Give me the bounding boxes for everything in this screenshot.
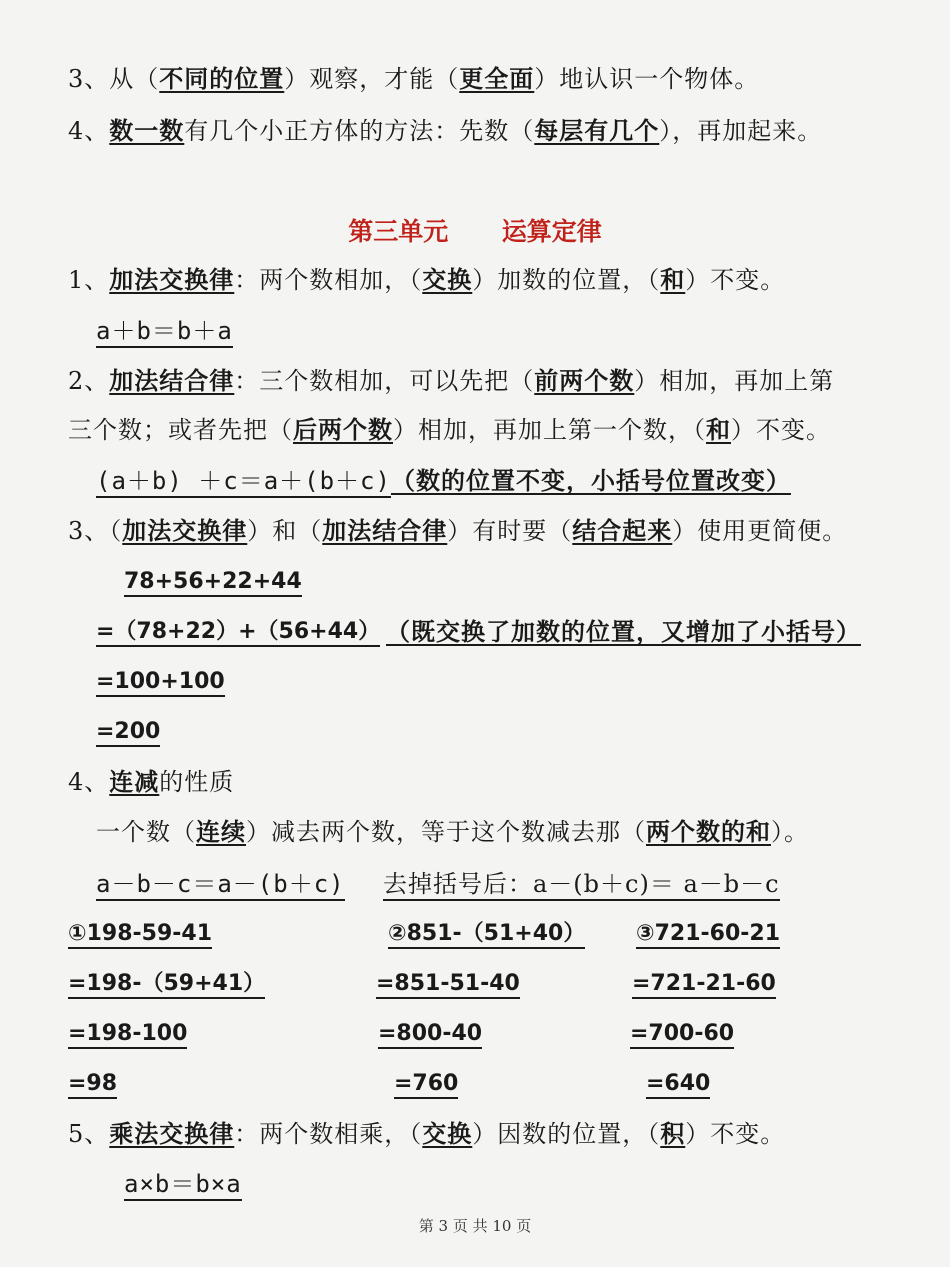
text: ），再加起来。 — [659, 117, 823, 145]
text: 3、从（ — [68, 65, 160, 93]
formula — [96, 315, 233, 347]
blank-answer: 后两个数 — [293, 416, 393, 444]
calc-step — [124, 566, 302, 598]
example-step — [388, 918, 585, 950]
text: ）和（ — [247, 517, 323, 545]
text: =721-21-60 — [632, 971, 776, 999]
text: ①198-59-41 — [68, 921, 212, 949]
example-step — [646, 1068, 710, 1100]
text: =100+100 — [96, 669, 225, 697]
text: 3、（ — [68, 517, 123, 545]
count-cubes-item — [68, 115, 822, 147]
example-step — [376, 968, 520, 1000]
text: a×b＝b×a — [124, 1170, 242, 1201]
blank-answer: 和 — [706, 416, 731, 444]
text: ）加数的位置，（ — [472, 266, 661, 294]
blank-answer: 交换 — [422, 266, 473, 294]
example-step — [68, 1018, 187, 1050]
text: ：两个数相乘，（ — [234, 1120, 423, 1148]
formula — [96, 868, 345, 900]
term: 加法交换律 — [109, 266, 235, 294]
text: ：两个数相加，（ — [234, 266, 423, 294]
text: =800-40 — [378, 1021, 482, 1049]
unit-name: 运算定律 — [501, 217, 602, 246]
subtraction-desc — [96, 816, 809, 848]
text: =200 — [96, 719, 160, 747]
text: =198-（59+41） — [68, 971, 265, 999]
note: （数的位置不变，小括号位置改变） — [390, 467, 791, 495]
addition-commutative — [68, 264, 785, 296]
blank-answer: 连续 — [196, 818, 246, 846]
page-number: 第 3 页 共 10 页 — [418, 1217, 532, 1235]
formula — [124, 1168, 242, 1200]
text: 78+56+22+44 — [124, 569, 302, 597]
text: ）有时要（ — [447, 517, 573, 545]
observe-item — [68, 63, 759, 95]
text: （既交换了加数的位置，又增加了小括号） — [386, 618, 861, 646]
text: (a＋b) ＋c＝a＋(b＋c) — [96, 467, 391, 498]
text: =98 — [68, 1071, 117, 1099]
blank-answer: 前两个数 — [534, 367, 635, 395]
multiplication-commutative — [68, 1118, 785, 1150]
example-step — [630, 1018, 734, 1050]
text: 4、 — [68, 768, 110, 796]
text: ）不变。 — [685, 266, 786, 294]
text: ）。 — [771, 818, 809, 846]
blank-answer: 不同的位置 — [159, 65, 285, 93]
unit-title — [0, 212, 950, 248]
combined-laws — [68, 515, 847, 547]
example-step — [68, 1068, 117, 1100]
term: 乘法交换律 — [109, 1120, 235, 1148]
blank-answer: 积 — [660, 1120, 686, 1148]
subtraction-property — [68, 766, 234, 798]
term: 加法结合律 — [109, 367, 235, 395]
blank-answer: 两个数的和 — [646, 818, 771, 846]
text: 2、 — [68, 367, 110, 395]
calc-step — [96, 666, 225, 698]
text: =198-100 — [68, 1021, 187, 1049]
example-step — [68, 918, 212, 950]
blank-answer: 和 — [660, 266, 686, 294]
addition-associative-cont — [68, 414, 831, 446]
example-step — [394, 1068, 458, 1100]
text: 一个数（ — [96, 818, 196, 846]
calc-step — [96, 716, 160, 748]
text: =760 — [394, 1071, 458, 1099]
text: a＋b＝b＋a — [96, 317, 233, 348]
example-step — [378, 1018, 482, 1050]
text: 1、 — [68, 266, 110, 294]
text: 去掉括号后：a－(b＋c)＝ a－b－c — [383, 870, 780, 901]
addition-associative — [68, 365, 834, 397]
unit-label: 第三单元 — [348, 217, 449, 246]
blank-answer: 结合起来 — [572, 517, 673, 545]
example-step — [636, 918, 780, 950]
text: =700-60 — [630, 1021, 734, 1049]
text: ③721-60-21 — [636, 921, 780, 949]
formula — [96, 465, 791, 497]
text: a－b－c＝a－(b＋c) — [96, 870, 345, 901]
blank-answer: 更全面 — [459, 65, 535, 93]
text: 的性质 — [159, 768, 235, 796]
calc-note — [386, 616, 861, 648]
example-step — [68, 968, 265, 1000]
term: 加法结合律 — [322, 517, 448, 545]
text: =851-51-40 — [376, 971, 520, 999]
text: 三个数；或者先把（ — [68, 416, 293, 444]
text: 5、 — [68, 1120, 110, 1148]
text: ：三个数相加，可以先把（ — [234, 367, 535, 395]
text: =（78+22）+（56+44） — [96, 619, 380, 647]
rule — [383, 868, 780, 900]
text: ）观察，才能（ — [284, 65, 460, 93]
text: 有几个小正方体的方法：先数（ — [184, 117, 535, 145]
text: ）减去两个数，等于这个数减去那（ — [246, 818, 646, 846]
blank-answer: 交换 — [422, 1120, 473, 1148]
text: =640 — [646, 1071, 710, 1099]
text: ）使用更简便。 — [672, 517, 848, 545]
text: ）不变。 — [685, 1120, 786, 1148]
text: ②851-（51+40） — [388, 921, 585, 949]
blank-answer: 每层有几个 — [534, 117, 660, 145]
text: ）相加，再加上第 — [634, 367, 835, 395]
term: 连减 — [109, 768, 160, 796]
term: 数一数 — [109, 117, 185, 145]
calc-step — [96, 616, 380, 648]
text: ）因数的位置，（ — [472, 1120, 661, 1148]
text: ）地认识一个物体。 — [534, 65, 760, 93]
text: ）不变。 — [731, 416, 831, 444]
term: 加法交换律 — [122, 517, 248, 545]
text: ）相加，再加上第一个数，（ — [393, 416, 706, 444]
text: 4、 — [68, 117, 110, 145]
example-step — [632, 968, 776, 1000]
